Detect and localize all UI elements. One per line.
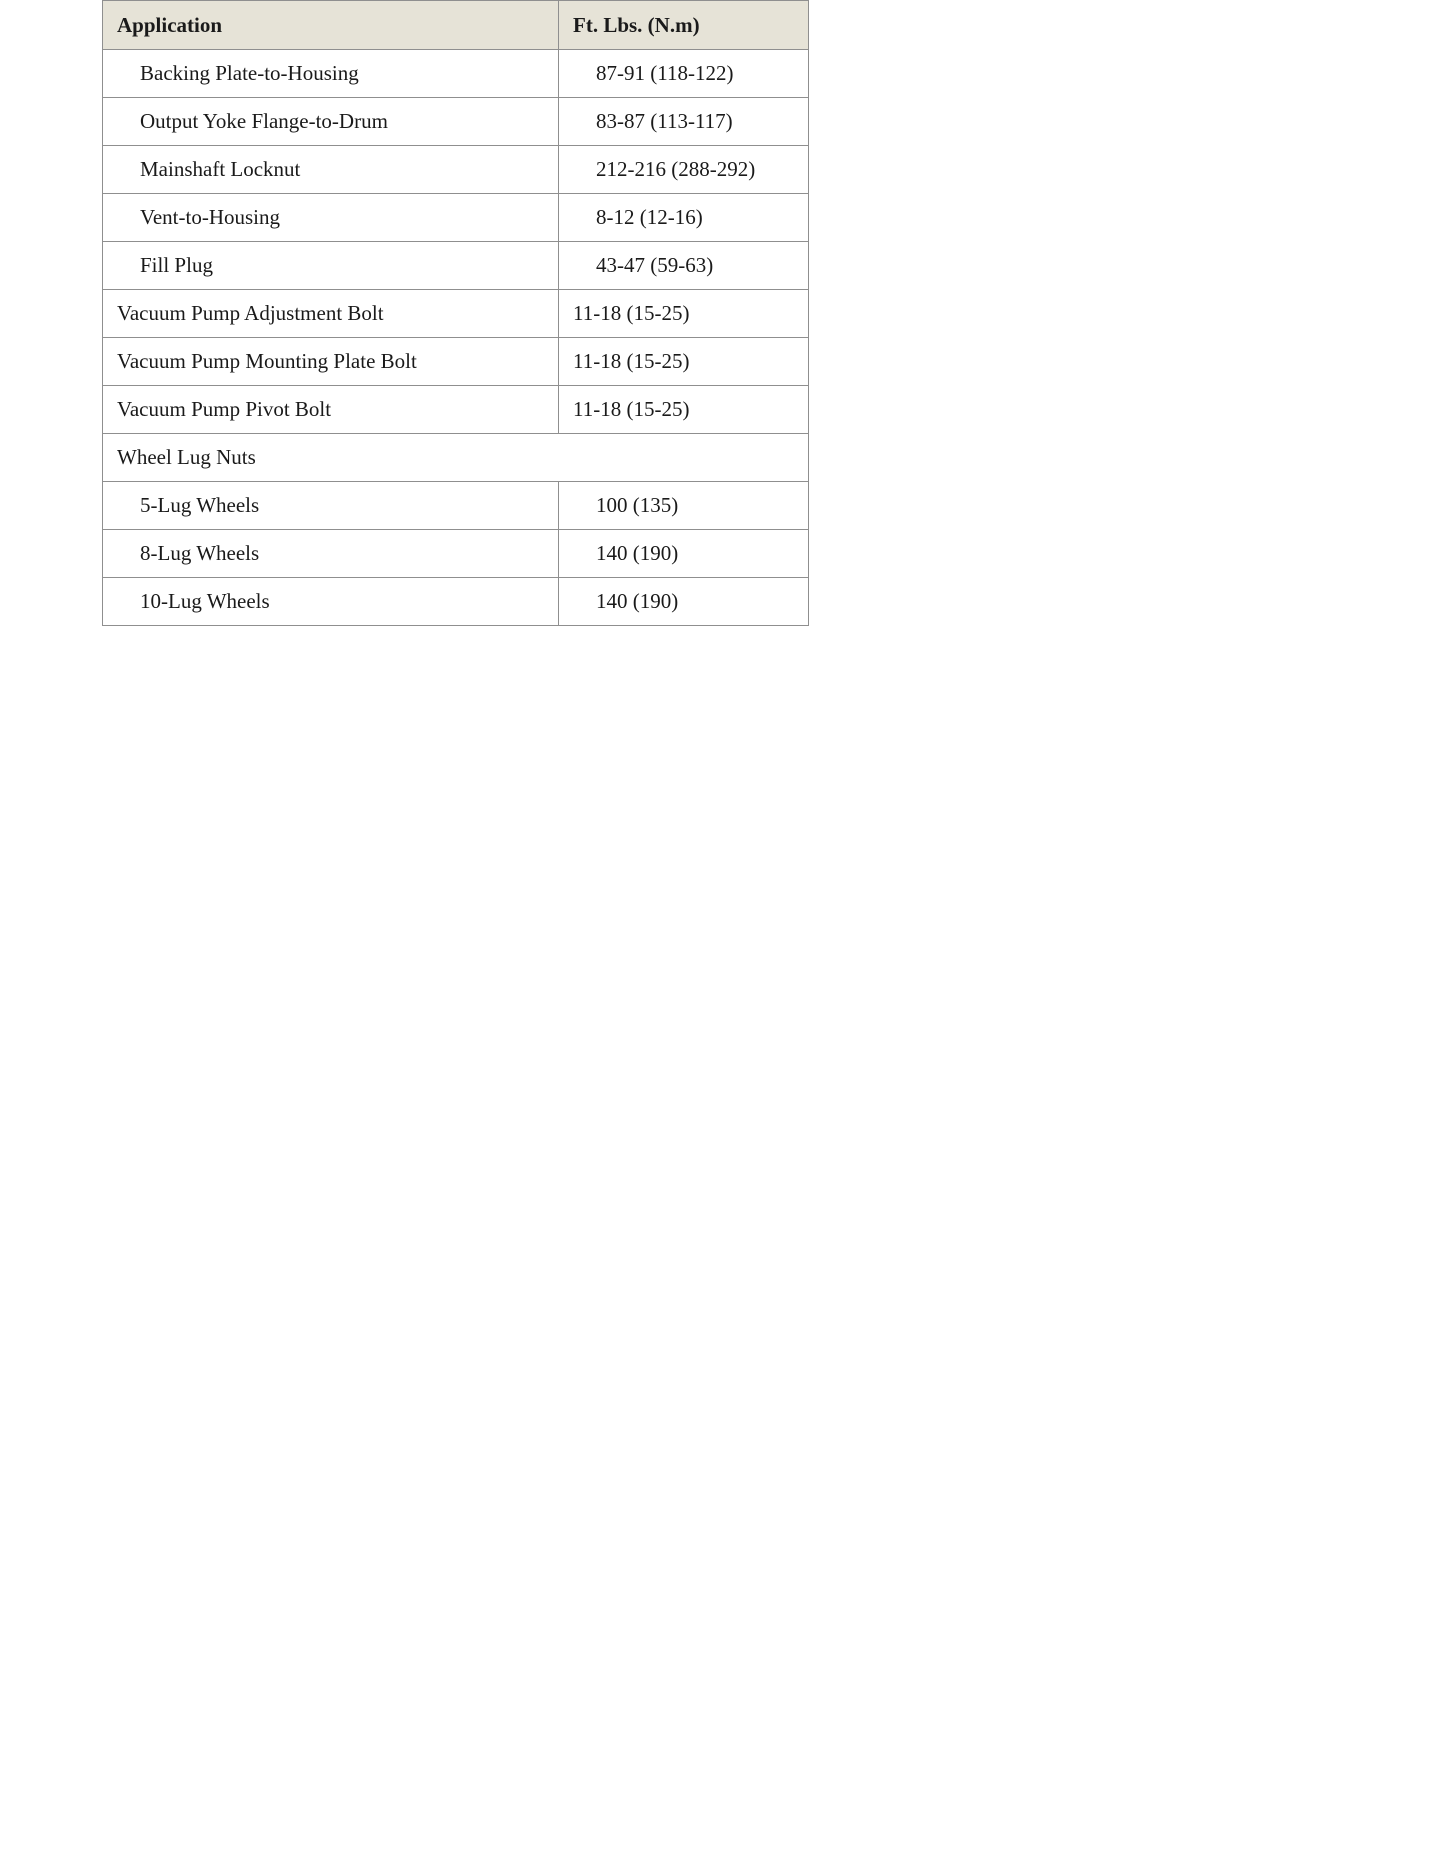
table-row xyxy=(103,194,809,242)
table-row xyxy=(103,338,809,386)
application-cell: Backing Plate-to-Housing xyxy=(103,50,559,98)
group-heading-cell: Wheel Lug Nuts xyxy=(103,434,809,482)
torque-cell: 11-18 (15-25) xyxy=(559,338,809,386)
table-row xyxy=(103,50,809,98)
application-cell: 10-Lug Wheels xyxy=(103,578,559,626)
application-cell: Vent-to-Housing xyxy=(103,194,559,242)
torque-cell: 140 (190) xyxy=(559,530,809,578)
torque-spec-table xyxy=(102,0,809,626)
table-row xyxy=(103,290,809,338)
table-row xyxy=(103,98,809,146)
application-cell: Output Yoke Flange-to-Drum xyxy=(103,98,559,146)
table-row xyxy=(103,242,809,290)
torque-cell: 83-87 (113-117) xyxy=(559,98,809,146)
torque-cell: 212-216 (288-292) xyxy=(559,146,809,194)
application-cell: 5-Lug Wheels xyxy=(103,482,559,530)
torque-cell: 11-18 (15-25) xyxy=(559,386,809,434)
table-row xyxy=(103,146,809,194)
torque-cell: 100 (135) xyxy=(559,482,809,530)
table-row xyxy=(103,578,809,626)
application-cell: Vacuum Pump Adjustment Bolt xyxy=(103,290,559,338)
application-cell: 8-Lug Wheels xyxy=(103,530,559,578)
application-cell: Fill Plug xyxy=(103,242,559,290)
table-row xyxy=(103,482,809,530)
header-row xyxy=(103,1,809,50)
header-application: Application xyxy=(103,1,559,50)
header-torque: Ft. Lbs. (N.m) xyxy=(559,1,809,50)
table-group-row xyxy=(103,434,809,482)
table-header xyxy=(103,1,809,50)
table-row xyxy=(103,386,809,434)
application-cell: Vacuum Pump Mounting Plate Bolt xyxy=(103,338,559,386)
torque-cell: 11-18 (15-25) xyxy=(559,290,809,338)
torque-cell: 8-12 (12-16) xyxy=(559,194,809,242)
application-cell: Mainshaft Locknut xyxy=(103,146,559,194)
torque-cell: 140 (190) xyxy=(559,578,809,626)
table-body xyxy=(103,50,809,626)
torque-cell: 43-47 (59-63) xyxy=(559,242,809,290)
application-cell: Vacuum Pump Pivot Bolt xyxy=(103,386,559,434)
torque-cell: 87-91 (118-122) xyxy=(559,50,809,98)
table-row xyxy=(103,530,809,578)
